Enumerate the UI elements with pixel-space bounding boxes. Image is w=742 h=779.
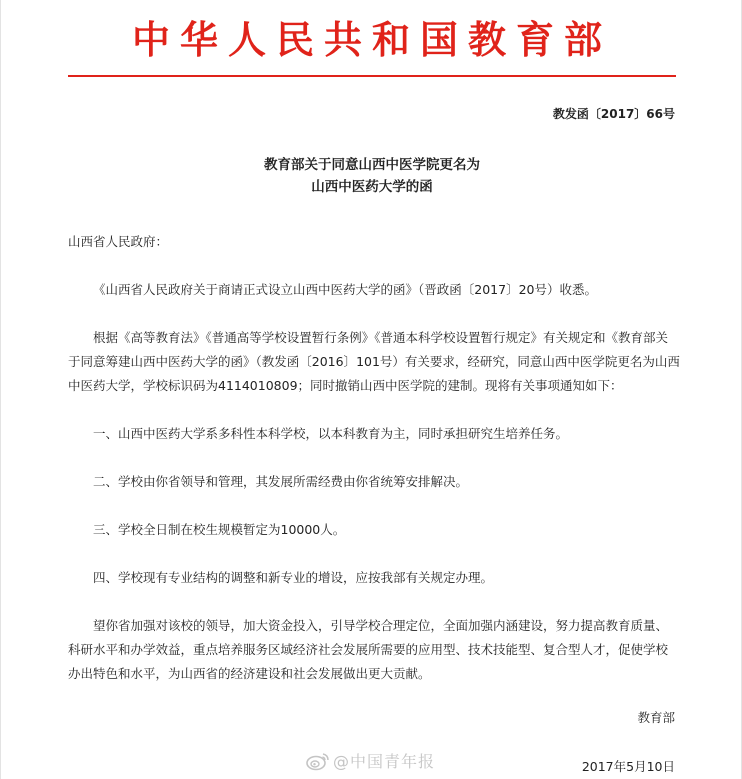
addressee: 山西省人民政府： (68, 234, 169, 249)
signature: 教育部 (637, 710, 675, 725)
weibo-icon (306, 751, 330, 771)
document-title-line-2: 山西中医药大学的函 (311, 179, 433, 195)
document-number: 教发函〔2017〕66号 (552, 107, 675, 121)
letterhead-divider (68, 75, 676, 77)
document-date: 2017年5月10日 (581, 759, 675, 774)
letterhead-title: 中华人民共和国教育部 (131, 17, 612, 62)
item-one: 一、山西中医药大学系多科性本科学校，以本科教育为主，同时承担研究生培养任务。 (93, 426, 569, 441)
item-three: 三、学校全日制在校生规模暂定为10000人。 (93, 522, 346, 537)
item-four: 四、学校现有专业结构的调整和新专业的增设，应按我部有关规定办理。 (93, 570, 494, 585)
watermark-text: @中国青年报 (333, 752, 436, 771)
item-two: 二、学校由你省领导和管理，其发展所需经费由你省统筹安排解决。 (93, 474, 469, 489)
paragraph-acknowledgement: 《山西省人民政府关于商请正式设立山西中医药大学的函》（晋政函〔2017〕20号）收悉。 (93, 282, 597, 297)
document-title-line-1: 教育部关于同意山西中医学院更名为 (264, 157, 480, 173)
watermark (306, 749, 435, 772)
paragraph-decision: 根据《高等教育法》《普通高等学校设置暂行条例》《普通本科学校设置暂行规定》有关规定和《教育部关于同意筹建山西中医药大学的函》（教发函〔2016〕101号）有关要求，经研究，同意山西中医学院更名为山西中医药大学，学校标识码为4114010809；同时撤销山西中医学院的建制。现将有关事项通知如下： (68, 330, 680, 393)
document-title (1, 154, 742, 198)
paragraph-closing: 望你省加强对该校的领导，加大资金投入，引导学校合理定位，全面加强内涵建设，努力提高教育质量、科研水平和办学效益，重点培养服务区域经济社会发展所需要的应用型、技术技能型、复合型人才，促使学校办出特色和水平，为山西省的经济建设和社会发展做出更大贡献。 (68, 618, 669, 681)
